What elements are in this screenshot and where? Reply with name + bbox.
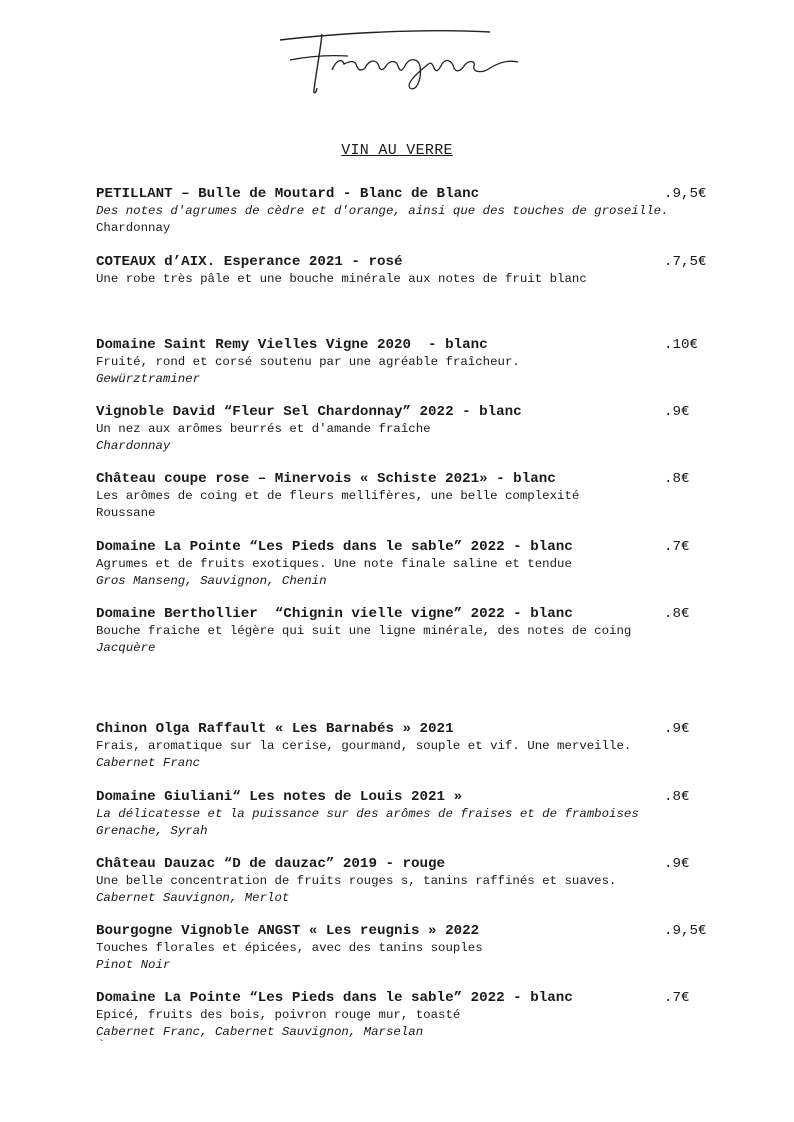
wine-grape: Cabernet Sauvignon, Merlot xyxy=(96,891,290,905)
stray-mark: ` xyxy=(98,1038,106,1052)
wine-description: Des notes d'agrumes de cèdre et d'orange, ainsi que des touches de groseille. xyxy=(96,204,669,218)
wine-price: .9,5€ xyxy=(664,186,707,202)
wine-description: Agrumes et de fruits exotiques. Une note finale saline et tendue xyxy=(96,557,572,571)
wine-name: COTEAUX d’AIX. Esperance 2021 - rosé xyxy=(96,254,403,270)
wine-grape: Gewürztraminer xyxy=(96,372,201,386)
wine-grape: Grenache, Syrah xyxy=(96,824,208,838)
wine-description: Une robe très pâle et une bouche minérale aux notes de fruit blanc xyxy=(96,272,587,286)
wine-price: .7€ xyxy=(664,539,690,555)
wine-description: Une belle concentration de fruits rouges s, tanins raffinés et suaves. xyxy=(96,874,617,888)
wine-name: Domaine La Pointe “Les Pieds dans le sable” 2022 - blanc xyxy=(96,539,573,555)
wine-grape: Chardonnay xyxy=(96,221,171,235)
wine-grape: Pinot Noir xyxy=(96,958,171,972)
wine-description: Les arômes de coing et de fleurs mellifères, une belle complexité xyxy=(96,489,580,503)
wine-grape: Chardonnay xyxy=(96,439,171,453)
wine-grape: Cabernet Franc, Cabernet Sauvignon, Marselan xyxy=(96,1025,424,1039)
logo-text: Frangins xyxy=(270,18,275,19)
wine-name: Château coupe rose – Minervois « Schiste 2021» - blanc xyxy=(96,471,556,487)
wine-description: Epicé, fruits des bois, poivron rouge mur, toasté xyxy=(96,1008,461,1022)
frangins-logo xyxy=(270,18,530,98)
wine-name: Vignoble David “Fleur Sel Chardonnay” 2022 - blanc xyxy=(96,404,522,420)
wine-price: .7,5€ xyxy=(664,254,707,270)
section-title: VIN AU VERRE xyxy=(341,142,453,159)
wine-price: .9€ xyxy=(664,856,690,872)
wine-name: Domaine Berthollier “Chignin vielle vigne” 2022 - blanc xyxy=(96,606,573,622)
wine-description: Bouche fraiche et légère qui suit une ligne minérale, des notes de coing xyxy=(96,624,632,638)
wine-price: .7€ xyxy=(664,990,690,1006)
wine-name: PETILLANT – Bulle de Moutard - Blanc de Blanc xyxy=(96,186,480,202)
wine-price: .9€ xyxy=(664,721,690,737)
wine-description: Frais, aromatique sur la cerise, gourmand, souple et vif. Une merveille. xyxy=(96,739,632,753)
wine-price: .8€ xyxy=(664,471,690,487)
wine-grape: Jacquère xyxy=(96,641,156,655)
wine-description: Un nez aux arômes beurrés et d'amande fraîche xyxy=(96,422,431,436)
wine-price: .9,5€ xyxy=(664,923,707,939)
wine-description: La délicatesse et la puissance sur des arômes de fraises et de framboises xyxy=(96,807,639,821)
wine-name: Chinon Olga Raffault « Les Barnabés » 2021 xyxy=(96,721,454,737)
wine-name: Domaine Giuliani“ Les notes de Louis 2021 » xyxy=(96,789,463,805)
wine-price: .10€ xyxy=(664,337,699,353)
wine-price: .9€ xyxy=(664,404,690,420)
wine-name: Domaine Saint Remy Vielles Vigne 2020 - blanc xyxy=(96,337,488,353)
wine-name: Château Dauzac “D de dauzac” 2019 - rouge xyxy=(96,856,446,872)
wine-grape: Cabernet Franc xyxy=(96,756,201,770)
wine-grape: Roussane xyxy=(96,506,156,520)
wine-price: .8€ xyxy=(664,789,690,805)
wine-description: Fruité, rond et corsé soutenu par une agréable fraîcheur. xyxy=(96,355,520,369)
wine-name: Bourgogne Vignoble ANGST « Les reugnis » 2022 xyxy=(96,923,480,939)
wine-name: Domaine La Pointe “Les Pieds dans le sable” 2022 - blanc xyxy=(96,990,573,1006)
wine-grape: Gros Manseng, Sauvignon, Chenin xyxy=(96,574,327,588)
wine-price: .8€ xyxy=(664,606,690,622)
wine-description: Touches florales et épicées, avec des tanins souples xyxy=(96,941,483,955)
